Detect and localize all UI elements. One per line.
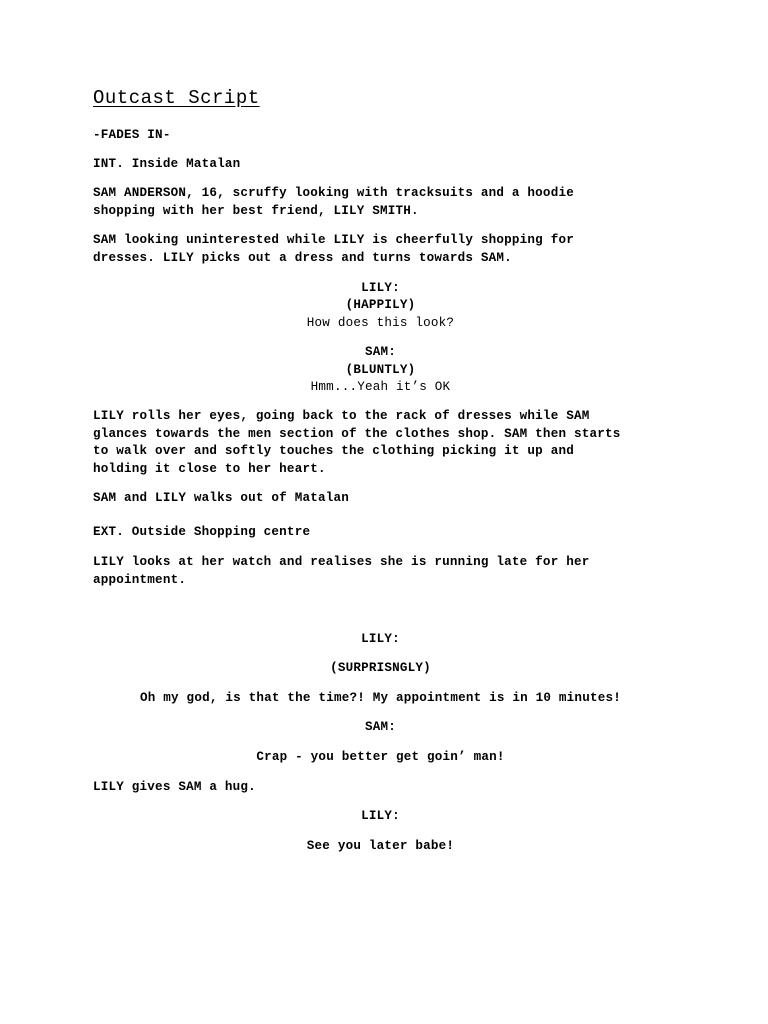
parenthetical: (BLUNTLY) [345,363,416,377]
character-name: LILY: [361,809,400,823]
dialogue-line: Oh my god, is that the time?! My appointment is in 10 minutes! [140,691,621,705]
action-line: glances towards the men section of the clothes shop. SAM then starts [93,427,621,441]
dialogue-line: How does this look? [306,316,455,330]
action-line: appointment. [93,573,187,587]
action-line: SAM looking uninterested while LILY is cheerfully shopping for [93,233,574,247]
action-line: holding it close to her heart. [93,462,326,476]
action-line: dresses. LILY picks out a dress and turns towards SAM. [93,251,512,265]
dialogue-line: Hmm...Yeah it’s OK [310,380,451,394]
dialogue-line: See you later babe! [306,839,455,853]
action-line: LILY looks at her watch and realises she is running late for her [93,555,590,569]
scene-heading: EXT. Outside Shopping centre [93,525,311,539]
document-title: Outcast Script [93,87,260,109]
character-name: SAM: [364,345,397,359]
character-name: LILY: [361,632,400,646]
action-line: LILY rolls her eyes, going back to the rack of dresses while SAM [93,409,590,423]
transition-line: -FADES IN- [93,128,171,142]
parenthetical: (HAPPILY) [345,298,416,312]
action-line: to walk over and softly touches the clothing picking it up and [93,444,574,458]
character-name: SAM: [364,720,397,734]
action-line: SAM and LILY walks out of Matalan [93,491,349,505]
dialogue-line: Crap - you better get goin’ man! [256,750,505,764]
character-name: LILY: [361,281,400,295]
action-line: LILY gives SAM a hug. [93,780,256,794]
parenthetical: (SURPRISNGLY) [330,661,431,675]
action-line: SAM ANDERSON, 16, scruffy looking with tracksuits and a hoodie [93,186,574,200]
action-line: shopping with her best friend, LILY SMITH. [93,204,419,218]
scene-heading: INT. Inside Matalan [93,157,241,171]
